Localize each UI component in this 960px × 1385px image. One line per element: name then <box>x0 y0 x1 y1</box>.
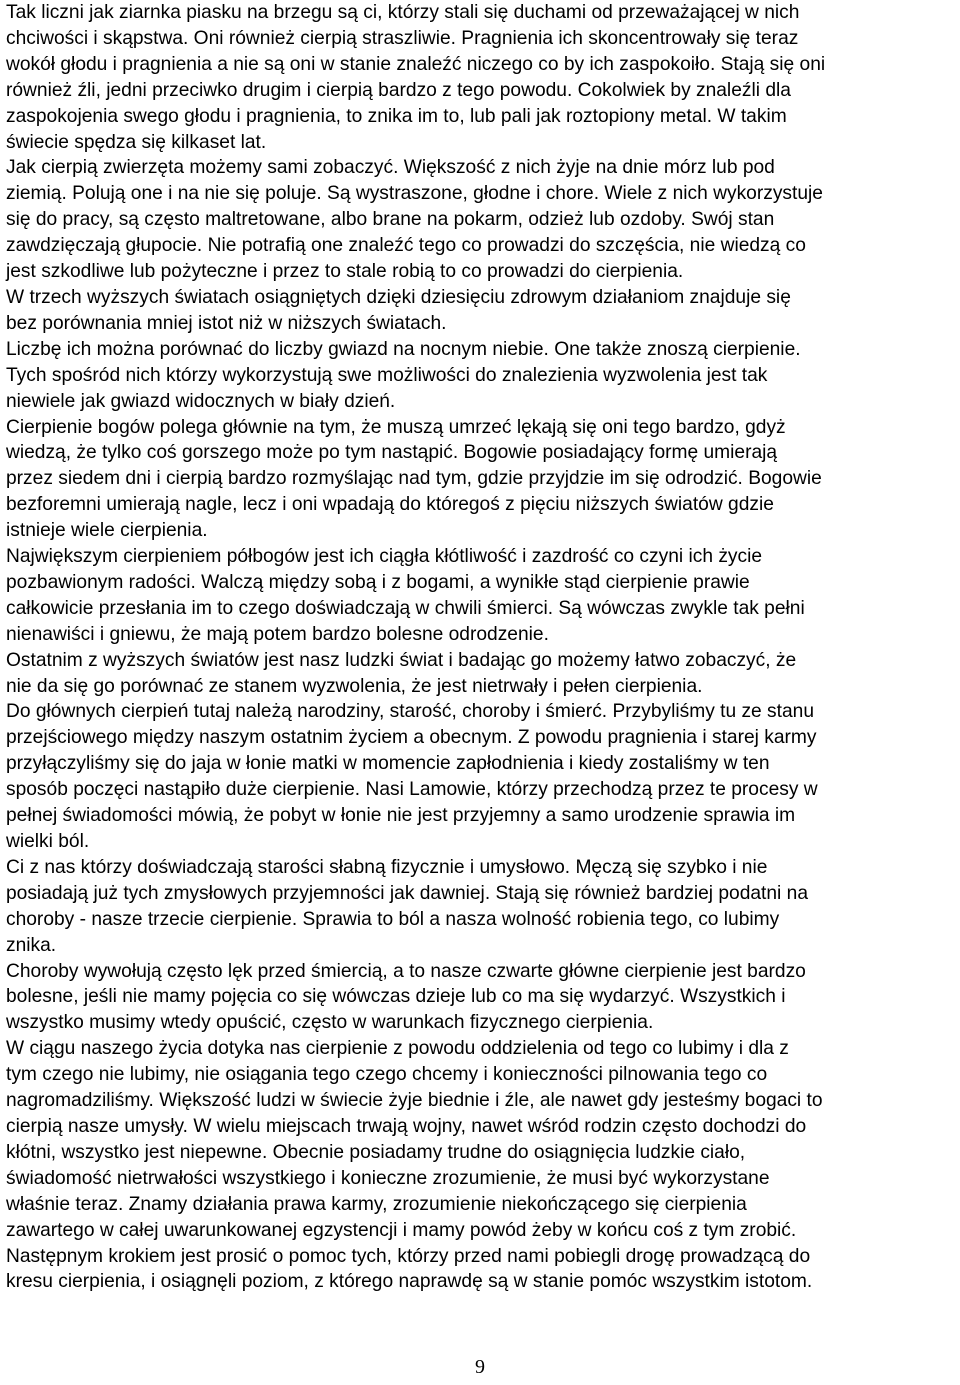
text-line: istnieje wiele cierpienia. <box>6 520 208 542</box>
text-line: zawartego w całej uwarunkowanej egzystencji i mamy powód żeby w końcu coś z tym zrobić. <box>6 1219 797 1241</box>
text-line: posiadają już tych zmysłowych przyjemności jak dawniej. Stają się również bardziej podatni na <box>6 882 808 904</box>
text-line: świecie spędza się kilkaset lat. <box>6 131 267 153</box>
text-line: Liczbę ich można porównać do liczby gwiazd na nocnym niebie. One także znoszą cierpienie. <box>6 338 801 360</box>
text-line: jest szkodliwe lub pożyteczne i przez to stale robią to co prowadzi do cierpienia. <box>6 261 684 283</box>
paragraph <box>6 959 956 1037</box>
text-line: przyłączyliśmy się do jaja w łonie matki w momencie zapłodnienia i kiedy zostaliśmy w ten <box>6 753 770 775</box>
text-line: całkowicie przesłania im to czego doświadczają w chwili śmierci. Są wówczas zwykle tak pełni <box>6 597 805 619</box>
text-line: wielki ból. <box>6 831 90 852</box>
text-line: Cierpienie bogów polega głównie na tym, że muszą umrzeć lękają się oni tego bardzo, gdyż <box>6 416 786 438</box>
text-line: wszystko musimy wtedy opuścić, często w warunkach fizycznego cierpienia. <box>6 1012 654 1034</box>
text-line: Tych spośród nich którzy wykorzystują swe możliwości do znalezienia wyzwolenia jest tak <box>6 364 768 386</box>
text-line: nie da się go porównać ze stanem wyzwolenia, że jest nietrwały i pełen cierpienia. <box>6 675 703 697</box>
text-line: wiedzą, że tylko coś gorszego może po tym nastąpić. Bogowie posiadający formę umierają <box>6 442 778 464</box>
text-line: wokół głodu i pragnienia a nie są oni w stanie znaleźć niczego co by ich zaspokoiło. Stają się oni <box>6 53 826 75</box>
text-line: pełnej świadomości mówią, że pobyt w łonie nie jest przyjemny a samo urodzenie sprawia im <box>6 805 796 827</box>
text-line: Tak liczni jak ziarnka piasku na brzegu są ci, którzy stali się duchami od przeważającej w nich <box>6 2 800 23</box>
paragraph <box>6 155 956 285</box>
page-number: 9 <box>475 1356 485 1378</box>
text-line: nienawiści i gniewu, że mają potem bardzo bolesne odrodzenie. <box>6 623 549 645</box>
paragraph <box>6 285 956 337</box>
text-line: choroby - nasze trzecie cierpienie. Sprawia to ból a nasza wolność robienia tego, co lubimy <box>6 908 780 930</box>
text-line: niewiele jak gwiazd widocznych w biały dzień. <box>6 390 396 412</box>
paragraph <box>6 415 956 545</box>
text-line: ziemią. Polują one i na nie się poluje. Są wystraszone, głodne i chore. Wiele z nich wykorzystuje <box>6 183 823 205</box>
text-line: zaspokojenia swego głodu i pragnienia, to znika im to, lub pali jak roztopiony metal. W takim <box>6 105 787 127</box>
text-line: Do głównych cierpień tutaj należą narodziny, starość, choroby i śmierć. Przybyliśmy tu ze stanu <box>6 701 814 723</box>
text-line: kresu cierpienia, i osiągnęli poziom, z którego naprawdę są w stanie pomóc wszystkim istotom. <box>6 1271 813 1293</box>
text-line: Jak cierpią zwierzęta możemy sami zobaczyć. Większość z nich żyje na dnie mórz lub pod <box>6 157 775 179</box>
text-line: przejściowego między naszym ostatnim życiem a obecnym. Z powodu pragnienia i starej karmy <box>6 727 817 749</box>
text-line: sposób poczęci nastąpiło duże cierpienie. Nasi Lamowie, którzy przechodzą przez te procesy w <box>6 779 818 801</box>
text-line: cierpią nasze umysły. W wielu miejscach trwają wojny, nawet wśród rodzin często dochodzi do <box>6 1115 807 1137</box>
text-line: W trzech wyższych światach osiągniętych dzięki dziesięciu zdrowym działaniom znajduje się <box>6 286 791 308</box>
text-line: przez siedem dni i cierpią bardzo rozmyślając nad tym, gdzie przyjdzie im się odrodzić. Bogowie <box>6 468 822 490</box>
text-line: chciwości i skąpstwa. Oni również cierpią straszliwie. Pragnienia ich skoncentrowały się teraz <box>6 27 799 49</box>
text-line: bolesne, jeśli nie mamy pojęcia co się wówczas dzieje lub co ma się wydarzyć. Wszystkich i <box>6 986 786 1008</box>
text-line: Ci z nas którzy doświadczają starości słabną fizycznie i umysłowo. Męczą się szybko i nie <box>6 856 768 878</box>
paragraph <box>6 544 956 648</box>
text-line: W ciągu naszego życia dotyka nas cierpienie z powodu oddzielenia od tego co lubimy i dla z <box>6 1038 789 1060</box>
text-line: Największym cierpieniem półbogów jest ich ciągła kłótliwość i zazdrość co czyni ich życie <box>6 546 763 568</box>
text-line: również źli, jedni przeciwko drugim i cierpią bardzo z tego powodu. Cokolwiek by znaleźli dla <box>6 79 791 101</box>
text-line: świadomość nietrwałości wszystkiego i konieczne zrozumienie, że musi być wykorzystane <box>6 1167 770 1189</box>
paragraph <box>6 855 956 959</box>
text-line: bezforemni umierają nagle, lecz i oni wpadają do któregoś z pięciu niższych światów gdzie <box>6 494 774 516</box>
paragraph <box>6 1036 956 1295</box>
text-line: nagromadziliśmy. Większość ludzi w świecie żyje biednie i źle, ale nawet gdy jesteśmy bogaci to <box>6 1090 823 1112</box>
text-line: Choroby wywołują często lęk przed śmiercią, a to nasze czwarte główne cierpienie jest bardzo <box>6 960 806 982</box>
paragraph <box>6 648 956 700</box>
text-line: się do pracy, są często maltretowane, albo brane na pokarm, odzież lub ozdoby. Swój stan <box>6 209 775 231</box>
paragraph <box>6 0 956 155</box>
text-line: zawdzięczają głupocie. Nie potrafią one znaleźć tego co prowadzi do szczęścia, nie wiedzą co <box>6 235 806 257</box>
text-line: pozbawionym radości. Walczą między sobą i z bogami, a wynikłe stąd cierpienie prawie <box>6 571 750 593</box>
text-line: kłótni, wszystko jest niepewne. Obecnie posiadamy trudne do osiągnięcia ludzkie ciało, <box>6 1141 746 1163</box>
text-line: tym czego nie lubimy, nie osiągania tego czego chcemy i konieczności pilnowania tego co <box>6 1064 768 1086</box>
document-body <box>6 0 956 1295</box>
text-line: znika. <box>6 934 57 956</box>
paragraph <box>6 337 956 415</box>
text-line: bez porównania mniej istot niż w niższych światach. <box>6 312 447 334</box>
text-line: właśnie teraz. Znamy działania prawa karmy, zrozumienie niekończącego się cierpienia <box>6 1193 747 1215</box>
text-line: Ostatnim z wyższych światów jest nasz ludzki świat i badając go możemy łatwo zobaczyć, że <box>6 649 797 671</box>
text-line: Następnym krokiem jest prosić o pomoc tych, którzy przed nami pobiegli drogę prowadzącą do <box>6 1245 811 1267</box>
paragraph <box>6 699 956 854</box>
